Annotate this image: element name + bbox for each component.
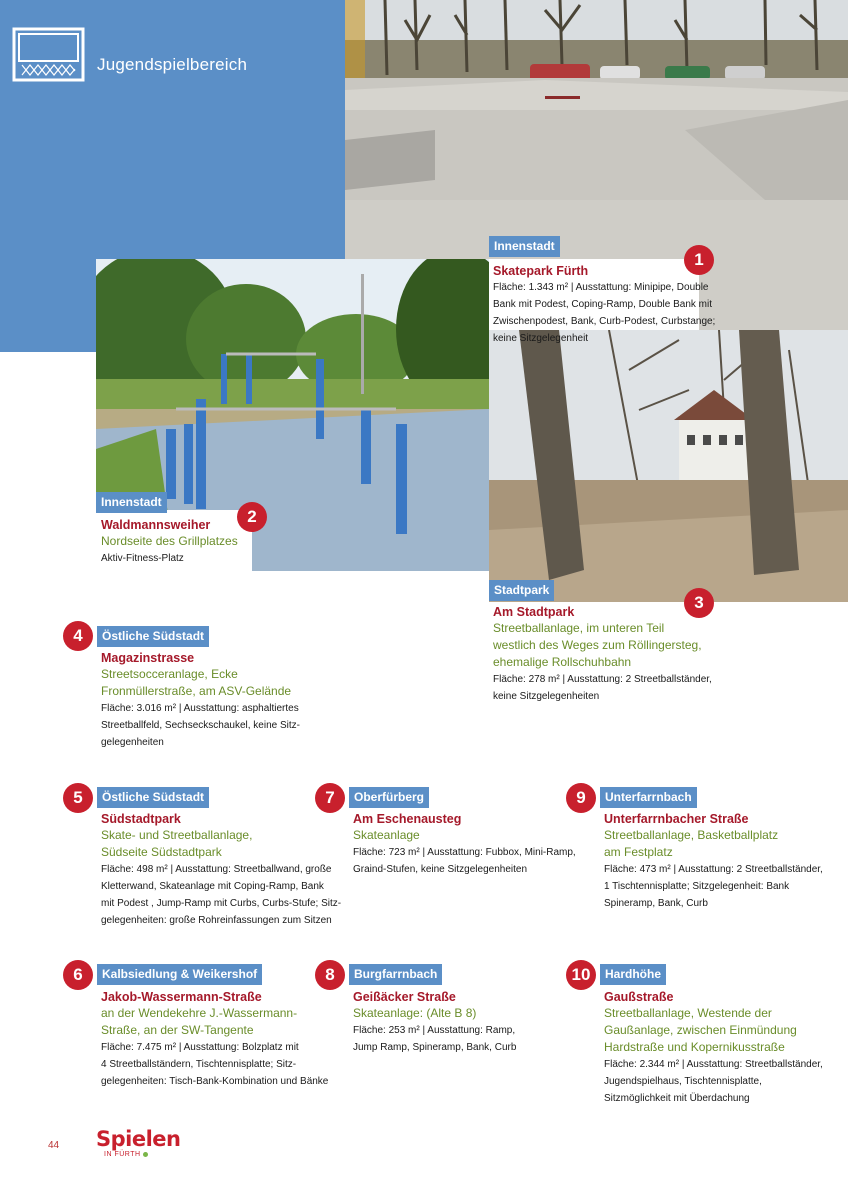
district-tag-7: Oberfürberg — [349, 787, 429, 808]
entry-number-7: 7 — [315, 783, 345, 813]
entry-number-9: 9 — [566, 783, 596, 813]
district-tag-1: Innenstadt — [489, 236, 560, 257]
goal-net-icon — [12, 27, 85, 82]
entry-name: Skatepark Fürth — [493, 264, 589, 278]
entry-number-8: 8 — [315, 960, 345, 990]
entry-number-6: 6 — [63, 960, 93, 990]
entry-number-4: 4 — [63, 621, 93, 651]
spielen-logo — [96, 1127, 181, 1168]
entry-5: Südstadtpark Skate- und Streetballanlage, Südseite Südstadtpark Fläche: 498 m² | Ausstattung: Streetballwand, große Kletterwand, Skateanlage mit Coping-Ramp, Bank mit Podest , Jump-Ramp mit Curbs, Curbs-Stufe; Sitz- gelegenheiten: große Rohreinfassungen zum Sitzen — [101, 812, 342, 926]
district-tag-4: Östliche Südstadt — [97, 626, 209, 647]
entry-4: Magazinstrasse Streetsocceranlage, Ecke Fronmüllerstraße, am ASV-Gelände Fläche: 3.016 m² | Ausstattung: asphaltiertes Streetballfeld, Sechseckschaukel, keine Sitz- gelegenheiten — [101, 651, 300, 748]
district-tag-5: Östliche Südstadt — [97, 787, 209, 808]
entry-number-3: 3 — [684, 588, 714, 618]
entry-number-2: 2 — [237, 502, 267, 532]
entry-number-1: 1 — [684, 245, 714, 275]
district-tag-10: Hardhöhe — [600, 964, 666, 985]
entry-9: Unterfarrnbacher Straße Streetballanlage, Basketballplatz am Festplatz Fläche: 473 m² | Ausstattung: 2 Streetballständer, 1 Tischtennisplatte; Sitzgelegenheit: Bank Spineramp, Bank, Curb — [604, 812, 823, 909]
entry-name: Waldmannsweiher — [101, 518, 211, 532]
logo-dot-icon — [143, 1152, 148, 1157]
district-tag-6: Kalbsiedlung & Weikershof — [97, 964, 262, 985]
entry-7: Am Eschenausteg Skateanlage Fläche: 723 m² | Ausstattung: Fubbox, Mini-Ramp, Graind-Stufen, keine Sitzgelegenheiten — [353, 812, 576, 875]
page-number: 44 — [48, 1140, 60, 1151]
entry-1: Skatepark Fürth Fläche: 1.343 m² | Ausstattung: Minipipe, Double Bank mit Podest, Coping-Ramp, Double Bank mit Zwischenpodest, Bank, Curb-Podest, Curbstange; keine Sitzgelegenheit — [493, 264, 716, 344]
entry-2: Waldmannsweiher Nordseite des Grillplatzes Aktiv-Fitness-Platz — [101, 518, 238, 564]
district-tag-9: Unterfarrnbach — [600, 787, 697, 808]
district-tag-8: Burgfarrnbach — [349, 964, 442, 985]
entry-10: Gaußstraße Streetballanlage, Westende der Gaußanlage, zwischen Einmündung Hardstraße und Kopernikusstraße Fläche: 2.344 m² | Ausstattung: Streetballständer, Jugendspielhaus, Tischtennisplatte, Sitzmöglichkeit mit Überdachung — [604, 990, 823, 1104]
logo-sub-text: IN FÜRTH — [104, 1150, 166, 1159]
district-tag-3: Stadtpark — [489, 580, 554, 601]
entry-8: Geißäcker Straße Skateanlage: (Alte B 8) Fläche: 253 m² | Ausstattung: Ramp, Jump Ramp, Spineramp, Bank, Curb — [353, 990, 517, 1053]
entry-6: Jakob-Wassermann-Straße an der Wendekehre J.-Wassermann- Straße, an der SW-Tangente Fläche: 7.475 m² | Ausstattung: Bolzplatz mit 4 Streetballständern, Tischtennisplatte; Sitz- gelegenheiten: Tisch-Bank-Kombination und Bänke — [101, 990, 329, 1087]
district-tag-2: Innenstadt — [96, 492, 167, 513]
stadtpark-photo — [489, 330, 848, 602]
page-title: Jugendspielbereich — [97, 55, 248, 74]
entry-number-10: 10 — [566, 960, 596, 990]
entry-3: Am Stadtpark Streetballanlage, im unteren Teil westlich des Weges zum Röllingersteg, ehemalige Rollschuhbahn Fläche: 278 m² | Ausstattung: 2 Streetballständer, keine Sitzgelegenheiten — [493, 605, 712, 702]
logo-main-text: Spielen — [96, 1127, 181, 1151]
entry-number-5: 5 — [63, 783, 93, 813]
